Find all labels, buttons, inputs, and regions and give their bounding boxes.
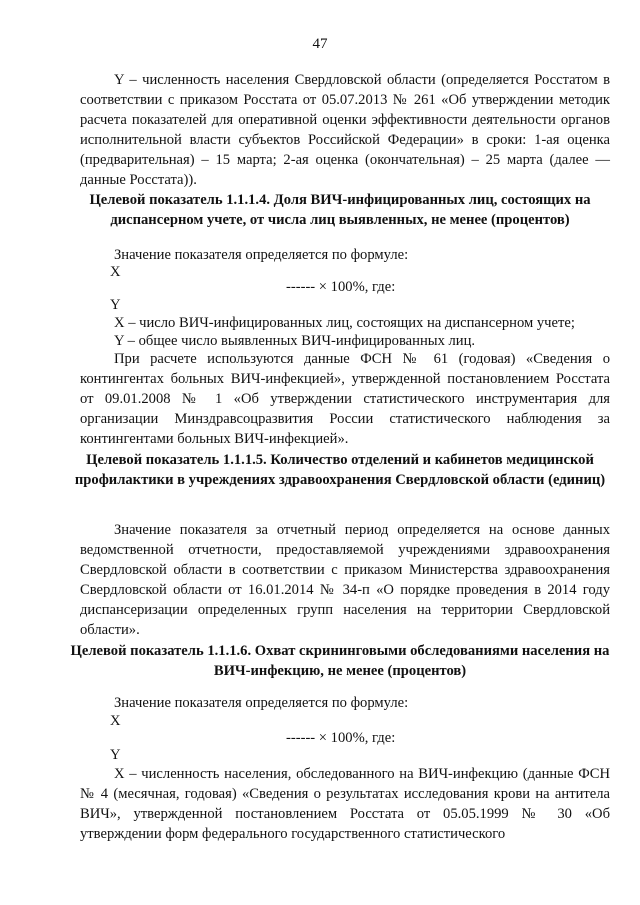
x-definition: X – численность населения, обследованного на ВИЧ-инфекцию (данные ФСН № 4 (месячная, годовая) «Сведения о результатах исследования крови на антитела ВИЧ», утвержденной постановлением Росстата от 05.05.1999 № 30 «Об утверждении форм федерального государственного статистического xyxy=(80,766,610,842)
formula-denominator: Y xyxy=(110,747,121,763)
formula-numerator: X xyxy=(110,264,121,280)
y-definition: Y – общее число выявленных ВИЧ-инфицированных лиц. xyxy=(114,333,476,349)
heading-1-1-1-6: Целевой показатель 1.1.1.6. Охват скрининговыми обследованиями населения на ВИЧ-инфекцию, не менее (процентов) xyxy=(70,643,610,679)
section-115-body: Значение показателя за отчетный период определяется на основе данных ведомственной отчетности, предоставляемой учреждениями здравоохранения Свердловской области в соответствии с приказом Министерства здравоохранения Свердловской области от 16.01.2014 № 34-п «О порядке проведения в 2014 году диспансеризации определенных групп населения на территории Свердловской области». xyxy=(80,522,610,638)
heading-1-1-1-4: Целевой показатель 1.1.1.4. Доля ВИЧ-инфицированных лиц, состоящих на диспансерном учете, от числа лиц выявленных, не менее (процентов) xyxy=(89,192,591,228)
formula-intro: Значение показателя определяется по формуле: xyxy=(114,695,409,711)
source-paragraph: При расчете используются данные ФСН № 61 (годовая) «Сведения о контингентах больных ВИЧ-инфекцией», утвержденной постановлением Росстата от 09.01.2008 № 1 «Об утверждении статистического инструментария для организации Минздравсоцразвития России статистического наблюдения за контингентами больных ВИЧ-инфекцией». xyxy=(80,351,610,447)
formula-line: ------ × 100%, где: xyxy=(286,730,396,746)
intro-paragraph: Y – численность населения Свердловской области (определяется Росстатом в соответствии с приказом Росстата от 05.07.2013 № 261 «Об утверждении методик расчета показателей для оперативной оценки эффективности деятельности органов исполнительной власти субъектов Российской Федерации» в сроки: 1-ая оценка (предварительная) – 15 марта; 2-ая оценка (окончательная) – 25 марта (далее — данные Росстата)). xyxy=(80,72,610,188)
formula-numerator: X xyxy=(110,713,121,729)
formula-line: ------ × 100%, где: xyxy=(286,279,396,295)
formula-denominator: Y xyxy=(110,297,121,313)
x-definition: X – число ВИЧ-инфицированных лиц, состоящих на диспансерном учете; xyxy=(114,315,575,331)
page-number: 47 xyxy=(312,36,328,52)
heading-1-1-1-5: Целевой показатель 1.1.1.5. Количество отделений и кабинетов медицинской профилактики в учреждениях здравоохранения Свердловской области (единиц) xyxy=(74,452,606,488)
formula-intro: Значение показателя определяется по формуле: xyxy=(114,247,409,263)
